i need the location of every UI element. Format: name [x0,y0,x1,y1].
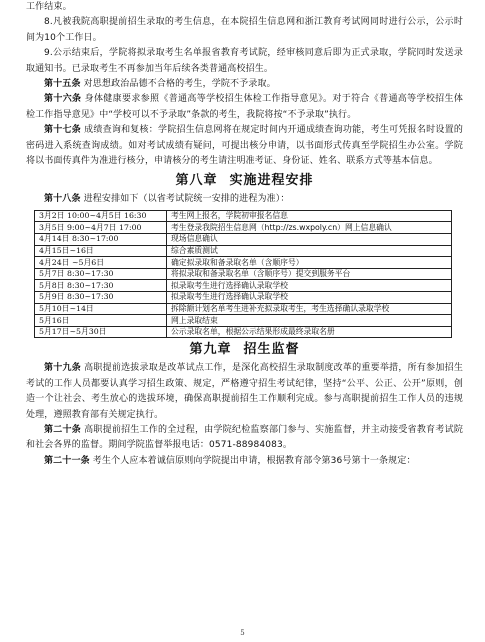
schedule-date-cell: 4月24日 ~5月6日 [35,257,167,269]
article-lead: 第十七条 [44,125,81,136]
paragraph-text: 高职提前选拔录取是改革试点工作，是深化高校招生录取制度改革的重要举措，所有参加招生考试的工作人员都要认真学习招生政策、规定，严格遵守招生考试纪律，坚持“公平、公正、公开”原则，创造一个让社会、考生放心的选拔环境，确保高职提前招生工作顺利完成。参与高职提前招生工作人员的违规处理，遵照教育部有关规定执行。 [26,363,463,420]
paragraph [26,361,463,423]
schedule-date-cell: 5月17日~5月30日 [35,326,167,338]
paragraph [26,123,463,169]
schedule-task-cell: 拟录取考生进行选择确认录取学校 [167,280,452,292]
paragraph-text: 对思想政治品德不合格的考生，学院不予录取。 [80,79,276,90]
article-lead: 第二十一条 [44,455,90,466]
paragraph [26,423,463,454]
schedule-date-cell: 4月14日 8:30~17:00 [35,234,167,246]
schedule-date-cell: 4月15日~16日 [35,245,167,257]
schedule-task-cell: 综合素质测试 [167,245,452,257]
schedule-task-cell: 确定拟录取和备录取名单（含顺序号） [167,257,452,269]
page-number: 5 [240,629,245,637]
paragraph-text: 考生个人应本着诚信原则向学院提出申请，根据教育部令第36号第十一条规定： [89,455,416,466]
chapter-9-number: 第九章 [189,342,232,358]
chapter-8-title: 实施进程安排 [229,173,314,189]
table-row [35,292,452,304]
article-18 [26,192,463,207]
chapter-9-title: 招生监督 [243,342,300,358]
paragraph [26,92,463,123]
paragraph [26,15,463,46]
article-18-lead: 第十八条 [44,194,81,205]
schedule-task-cell: 将拟录取和备录取名单（含顺序号）提交到服务平台 [167,268,452,280]
schedule-date-cell: 5月10日~14日 [35,303,167,315]
schedule-task-cell: 拟录取考生进行选择确认录取学校 [167,292,452,304]
table-row [35,280,452,292]
table-row [35,210,452,222]
chapter-8-heading [26,172,463,190]
table-row [35,303,452,315]
table-row [35,315,452,327]
table-row [35,245,452,257]
table-row [35,326,452,338]
chapter-8-number: 第八章 [175,173,218,189]
table-row [35,268,452,280]
schedule-task-cell: 现场信息确认 [167,234,452,246]
paragraph-text: 身体健康要求参照《普通高等学校招生体检工作指导意见》。对于符合《普通高等学校招生体检工作指导意见》中“学校可以不予录取”条款的考生，我院将按“不予录取”执行。 [26,94,463,120]
table-row [35,234,452,246]
schedule-date-cell: 5月16日 [35,315,167,327]
schedule-task-cell: 拆除额计划名单考生进补充拟录取考生，考生选择确认录取学校 [167,303,452,315]
article-lead: 第十六条 [44,94,82,105]
article-18-text: 进程安排如下（以省考试院统一安排的进程为准）： [80,194,290,205]
paragraph [26,46,463,77]
article-lead: 第十五条 [44,79,81,90]
schedule-task-cell: 网上录取结束 [167,315,452,327]
paragraph-text: 高职提前招生工作的全过程，由学院纪检监察部门参与、实施监督，并主动接受省教育考试院和社会各界的监督。期间学院监督举报电话：0571-88984083。 [26,425,463,451]
paragraph [26,77,463,92]
table-row [35,222,452,234]
paragraph-text: 成绩查询和复核：学院招生信息网将在规定时间内开通成绩查询功能，考生可凭报名时设置的密码进入系统查询成绩。如对考试成绩有疑问，可提出核分申请，以书面形式传真至学院招生办公室。学院将以书面传真件为准进行核分，申请核分的考生请注明准考证、身份证、姓名、联系方式等基本信息。 [26,125,463,167]
schedule-task-cell: 公示录取名单，根据公示结果形成最终录取名册 [167,326,452,338]
article-lead: 第二十条 [44,425,81,436]
table-row [35,257,452,269]
paragraph [26,0,463,15]
paragraph-text: 8.凡被我院高职提前招生录取的考生信息，在本院招生信息网和浙江教育考试网同时进行公示，公示时间为10个工作日。 [26,17,463,43]
top-paragraphs [26,0,463,169]
schedule-task-cell: 考生网上报名，学院初审报名信息 [167,210,452,222]
schedule-date-cell: 5月7日 8:30~17:30 [35,268,167,280]
chapter-9-heading [26,341,463,359]
schedule-task-cell: 考生登录我院招生信息网（http://zs.wxpoly.cn）网上信息确认 [167,222,452,234]
schedule-table [34,210,452,339]
paragraph-text: 9.公示结束后，学院将拟录取考生名单报省教育考试院，经审核同意后即为正式录取，学院同时发送录取通知书。已录取考生不再参加当年后续各类普通高校招生。 [26,48,463,74]
schedule-date-cell: 3月5日 9:00~4月7日 17:00 [35,222,167,234]
schedule-date-cell: 5月9日 8:30~17:30 [35,292,167,304]
schedule-date-cell: 5月8日 8:30~17:30 [35,280,167,292]
schedule-date-cell: 3月2日 10:00~4月5日 16:30 [35,210,167,222]
article-lead: 第十九条 [44,363,81,374]
paragraph [26,454,463,469]
bottom-paragraphs [26,361,463,469]
paragraph-text: 工作结束。 [26,2,72,12]
